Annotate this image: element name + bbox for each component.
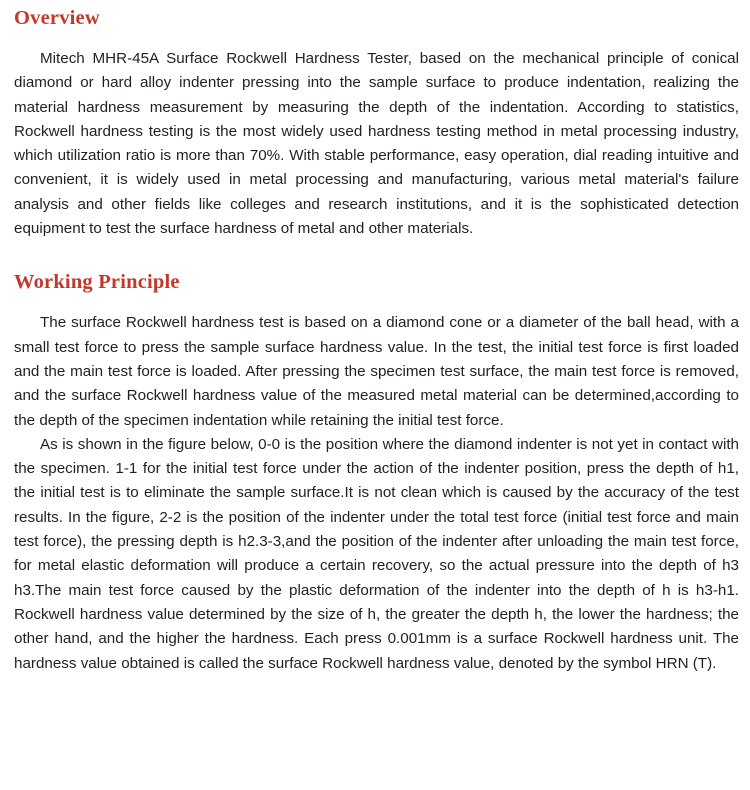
section-heading-overview: Overview (14, 7, 100, 29)
spacer (14, 30, 739, 47)
overview-paragraph: Mitech MHR-45A Surface Rockwell Hardness Tester, based on the mechanical principle of conical diamond or hard alloy indenter pressing into the sample surface to produce indentation, realizing the material hardness measurement by measuring the depth of the indentation. According to statistics, Rockwell hardness testing is the most widely used hardness testing method in metal processing industry, which utilization ratio is more than 70%. With stable performance, easy operation, dial reading intuitive and convenient, it is widely used in metal processing and manufacturing, various metal material's failure analysis and other fields like colleges and research institutions, and it is the sophisticated detection equipment to test the surface hardness of metal and other materials. (14, 50, 739, 238)
working-principle-paragraph-1: The surface Rockwell hardness test is based on a diamond cone or a diameter of the ball head, with a small test force to press the sample surface hardness value. In the test, the initial test force is first loaded and the main test force is loaded. After pressing the specimen test surface, the main test force is removed, and the surface Rockwell hardness value of the measured metal material can be determined,according to the depth of the specimen indentation while retaining the initial test force. (14, 314, 739, 429)
spacer (14, 294, 739, 311)
section-heading-working-principle: Working Principle (14, 271, 180, 294)
working-principle-paragraph-2: As is shown in the figure below, 0-0 is the position where the diamond indenter is not yet in contact with the specimen. 1-1 for the initial test force under the action of the indenter position, press the depth of h1, the initial test is to eliminate the sample surface.It is not clean which is caused by the accuracy of the test results. In the figure, 2-2 is the position of the indenter under the total test force (initial test force and main test force), the pressing depth is h2.3-3,and the position of the indenter after unloading the main test force, for metal elastic deformation will produce a certain recovery, so the actual pressure into the depth of h3 h3.The main test force caused by the plastic deformation of the indenter into the depth of h is h3-h1. Rockwell hardness value determined by the size of h, the greater the depth h, the lower the hardness; the other hand, and the higher the hardness. Each press 0.001mm is a surface Rockwell hardness unit. The hardness value obtained is called the surface Rockwell hardness value, denoted by the symbol HRN (T). (14, 435, 739, 672)
